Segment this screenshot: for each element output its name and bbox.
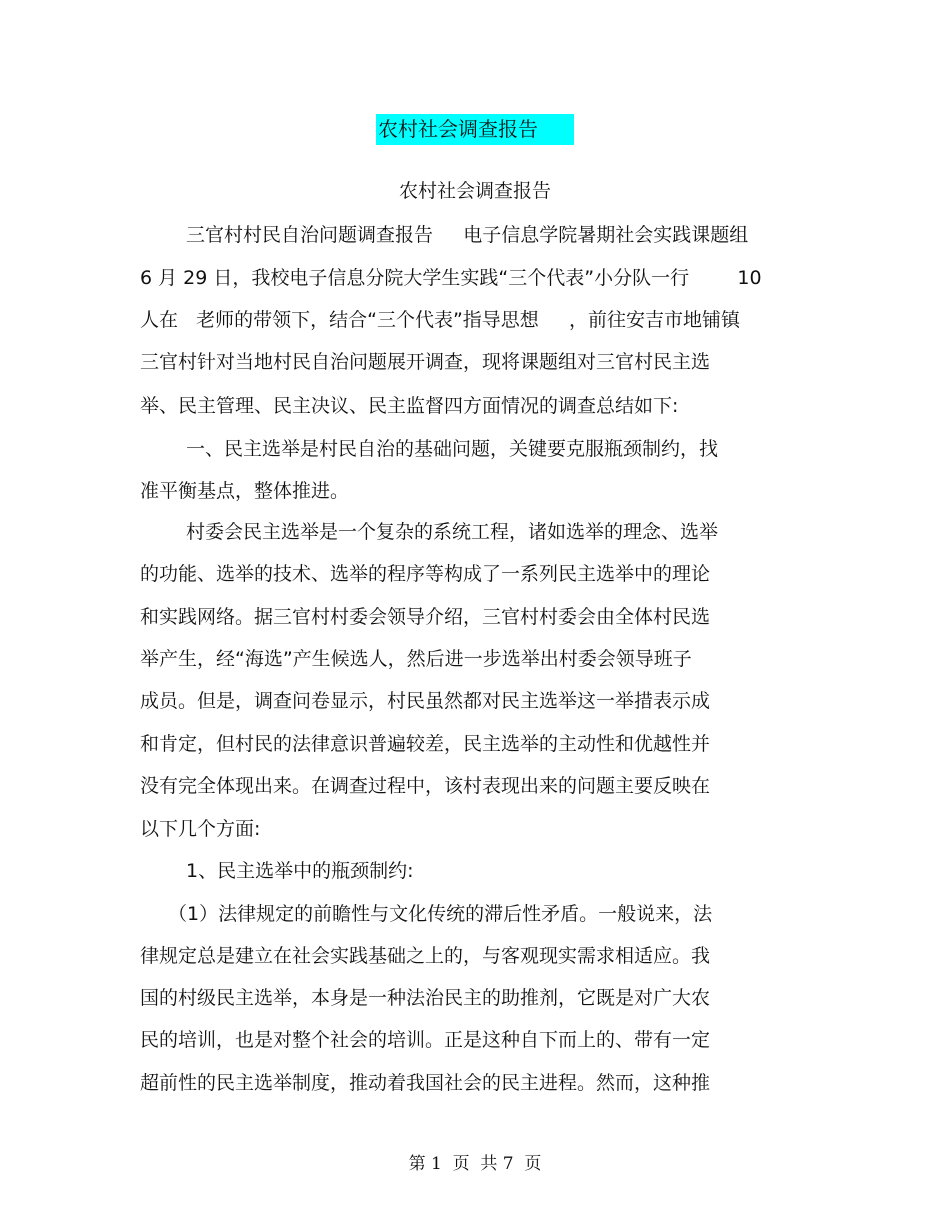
- paragraph-line: 6 月 29 日，我校电子信息分院大学生实践“三个代表”小分队一行 10: [140, 267, 762, 289]
- paragraph-line: 超前性的民主选举制度，推动着我国社会的民主进程。然而，这种推: [140, 1072, 711, 1094]
- paragraph-line: 一、民主选举是村民自治的基础问题，关键要克服瓶颈制约，找: [186, 438, 719, 460]
- paragraph-line: 成员。但是，调查问卷显示，村民虽然都对民主选举这一举措表示成: [140, 690, 711, 712]
- paragraph-line: 的功能、选举的技术、选举的程序等构成了一系列民主选举中的理论: [140, 563, 711, 585]
- paragraph-line: （1）法律规定的前瞻性与文化传统的滞后性矛盾。一般说来，法: [168, 903, 713, 925]
- paragraph-line: 三官村针对当地村民自治问题展开调查，现将课题组对三官村民主选: [140, 351, 711, 373]
- paragraph-line: 村委会民主选举是一个复杂的系统工程，诸如选举的理念、选举: [186, 521, 719, 543]
- paragraph-line: 准平衡基点，整体推进。: [140, 480, 350, 502]
- page-number-footer: 第 1 页 共 7 页: [408, 1154, 542, 1174]
- paragraph-line: 举、民主管理、民主决议、民主监督四方面情况的调查总结如下:: [140, 395, 679, 417]
- paragraph-line: 1、民主选举中的瓶颈制约:: [186, 860, 414, 882]
- paragraph-line: 国的村级民主选举，本身是一种法治民主的助推剂，它既是对广大农: [140, 987, 711, 1009]
- paragraph-line: 律规定总是建立在社会实践基础之上的，与客观现实需求相适应。我: [140, 945, 711, 967]
- paragraph-line: 三官村村民自治问题调查报告 电子信息学院暑期社会实践课题组: [186, 224, 749, 246]
- document-subtitle: 农村社会调查报告: [398, 180, 551, 202]
- paragraph-line: 举产生，经“海选”产生候选人，然后进一步选举出村委会领导班子: [140, 648, 692, 670]
- paragraph-line: 和肯定，但村民的法律意识普遍较差，民主选举的主动性和优越性并: [140, 733, 711, 755]
- paragraph-line: 没有完全体现出来。在调查过程中，该村表现出来的问题主要反映在: [140, 775, 711, 797]
- paragraph-line: 和实践网络。据三官村村委会领导介绍，三官村村委会由全体村民选: [140, 606, 711, 628]
- paragraph-line: 民的培训，也是对整个社会的培训。正是这种自下而上的、带有一定: [140, 1029, 711, 1051]
- paragraph-line: 人在 老师的带领下，结合“三个代表”指导思想 ，前往安吉市地铺镇: [140, 309, 741, 331]
- title-container: [0, 114, 950, 145]
- document-title: 农村社会调查报告: [376, 114, 574, 145]
- paragraph-line: 以下几个方面:: [140, 818, 261, 840]
